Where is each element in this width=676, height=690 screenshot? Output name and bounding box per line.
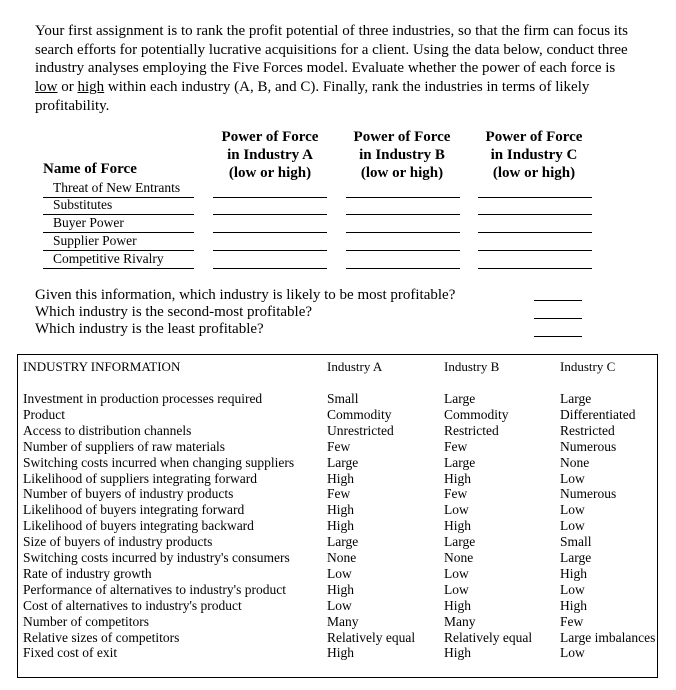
force-label: Substitutes — [53, 197, 113, 212]
name-of-force-header: Name of Force — [43, 161, 137, 177]
column-header-industry-a: Power of Force in Industry A (low or high) — [221, 129, 319, 181]
industry-b-value: Few — [444, 438, 468, 454]
intro-or: or — [57, 79, 78, 96]
industry-c-value: Low — [560, 645, 585, 661]
factor-cell: Number of competitors — [23, 613, 149, 629]
industry-a-value: Few — [327, 438, 351, 454]
industry-c-value: Large imbalances — [560, 629, 656, 645]
force-row — [43, 197, 194, 215]
low-underlined: low — [35, 79, 58, 96]
industry-c-value: Numerous — [560, 486, 617, 502]
column-header-industry-c: Power of Force in Industry C (low or high) — [485, 129, 583, 181]
industry-c-header: Industry C — [560, 359, 616, 374]
industry-b-value: Few — [444, 486, 468, 502]
force-label: Competitive Rivalry — [53, 251, 164, 266]
answer-blank-industry-b-1[interactable] — [346, 197, 460, 198]
column-header-industry-b: Power of Force in Industry B (low or high) — [353, 129, 451, 181]
factor-cell: Fixed cost of exit — [23, 645, 118, 661]
industry-b-value: Large — [444, 454, 476, 470]
answer-blank-least[interactable] — [534, 336, 582, 337]
answer-blank-industry-b-4[interactable] — [346, 250, 460, 251]
industry-a-value: High — [327, 518, 354, 534]
industry-c-value: Numerous — [560, 438, 617, 454]
answer-blank-industry-a-5[interactable] — [213, 268, 327, 269]
industry-b-value: Low — [444, 581, 469, 597]
answer-blank-industry-a-4[interactable] — [213, 250, 327, 251]
answer-blank-industry-a-1[interactable] — [213, 197, 327, 198]
industry-a-value: High — [327, 502, 354, 518]
answer-blank-industry-c-5[interactable] — [478, 268, 592, 269]
answer-blank-industry-c-1[interactable] — [478, 197, 592, 198]
force-label: Threat of New Entrants — [53, 180, 181, 195]
factor-cell: Performance of alternatives to industry's product — [23, 581, 286, 597]
industry-c-value: Restricted — [560, 422, 615, 438]
answer-blank-industry-b-2[interactable] — [346, 214, 460, 215]
industry-b-value: Low — [444, 565, 469, 581]
industry-b-value: Relatively equal — [444, 629, 533, 645]
intro-text-2: within each industry (A, B, and C). Finally, rank the industries in terms of likely profitability. — [35, 79, 590, 114]
industry-b-value: Large — [444, 534, 476, 550]
force-label: Buyer Power — [53, 215, 124, 230]
answer-blank-most[interactable] — [534, 300, 582, 301]
industry-a-value: High — [327, 645, 354, 661]
industry-b-value: Commodity — [444, 406, 509, 422]
factor-cell: Likelihood of suppliers integrating forward — [23, 470, 257, 486]
industry-information-header: INDUSTRY INFORMATION — [23, 359, 181, 374]
industry-b-value: Large — [444, 391, 476, 406]
question-most-profitable: Given this information, which industry is likely to be most profitable? — [35, 287, 456, 303]
answer-blank-industry-a-2[interactable] — [213, 214, 327, 215]
industry-c-value: Large — [560, 550, 592, 565]
answer-blank-industry-c-2[interactable] — [478, 214, 592, 215]
answer-blank-second[interactable] — [534, 318, 582, 319]
industry-c-value: None — [560, 454, 590, 470]
industry-c-value: Low — [560, 470, 585, 486]
factor-cell: Size of buyers of industry products — [23, 534, 213, 550]
answer-blank-industry-b-3[interactable] — [346, 232, 460, 233]
industry-c-value: Low — [560, 581, 585, 597]
question-second-profitable: Which industry is the second-most profitable? — [35, 304, 313, 320]
industry-b-value: Restricted — [444, 422, 499, 438]
industry-a-value: Unrestricted — [327, 422, 394, 438]
industry-b-value: Low — [444, 502, 469, 518]
industry-a-value: Few — [327, 486, 351, 502]
industry-a-value: High — [327, 581, 354, 597]
intro-text-1: Your first assignment is to rank the profit potential of three industries, so that the firm can focus its search efforts for potentially lucrative acquisitions for a client. Using the data below, conduct three industry analyses employing the Five Forces model. Evaluate whether the power of each force is — [35, 23, 628, 77]
industry-b-value: High — [444, 518, 471, 534]
industry-a-value: Low — [327, 565, 352, 581]
industry-a-value: Large — [327, 454, 359, 470]
factor-cell: Number of suppliers of raw materials — [23, 438, 226, 454]
industry-c-value: High — [560, 597, 587, 613]
high-underlined: high — [77, 79, 105, 96]
factor-cell: Cost of alternatives to industry's product — [23, 597, 242, 613]
industry-b-value: High — [444, 597, 471, 613]
industry-c-value: Low — [560, 518, 585, 534]
factor-cell: Likelihood of buyers integrating backward — [23, 518, 254, 534]
industry-a-value: Small — [327, 391, 359, 406]
force-row — [43, 233, 194, 251]
factor-cell: Product — [23, 406, 65, 422]
factor-cell: Relative sizes of competitors — [23, 629, 180, 645]
force-row — [43, 251, 194, 269]
industry-a-value: None — [327, 550, 357, 565]
industry-c-value: Differentiated — [560, 406, 636, 422]
industry-b-value: High — [444, 645, 471, 661]
force-label: Supplier Power — [53, 233, 137, 248]
industry-b-value: Many — [444, 613, 476, 629]
factor-cell: Likelihood of buyers integrating forward — [23, 502, 245, 518]
industry-c-value: High — [560, 565, 587, 581]
factor-cell: Number of buyers of industry products — [23, 486, 234, 502]
industry-a-value: Large — [327, 534, 359, 550]
industry-a-value: Commodity — [327, 406, 392, 422]
industry-c-value: Large — [560, 391, 592, 406]
factor-cell: Investment in production processes required — [23, 391, 263, 406]
industry-a-header: Industry A — [327, 359, 383, 374]
industry-a-value: High — [327, 470, 354, 486]
industry-b-header: Industry B — [444, 359, 500, 374]
industry-a-value: Relatively equal — [327, 629, 416, 645]
industry-c-value: Low — [560, 502, 585, 518]
industry-a-value: Many — [327, 613, 359, 629]
factor-cell: Switching costs incurred when changing suppliers — [23, 454, 295, 470]
answer-blank-industry-a-3[interactable] — [213, 232, 327, 233]
answer-blank-industry-b-5[interactable] — [346, 268, 460, 269]
industry-a-value: Low — [327, 597, 352, 613]
factor-cell: Access to distribution channels — [23, 422, 192, 438]
factor-cell: Switching costs incurred by industry's consumers — [23, 550, 290, 565]
answer-blank-industry-c-4[interactable] — [478, 250, 592, 251]
answer-blank-industry-c-3[interactable] — [478, 232, 592, 233]
industry-b-value: High — [444, 470, 471, 486]
industry-c-value: Small — [560, 534, 592, 550]
force-row — [43, 215, 194, 233]
force-row — [43, 180, 194, 198]
question-least-profitable: Which industry is the least profitable? — [35, 321, 264, 337]
instructions-paragraph — [35, 22, 641, 116]
industry-b-value: None — [444, 550, 474, 565]
industry-c-value: Few — [560, 613, 584, 629]
factor-cell: Rate of industry growth — [23, 565, 152, 581]
